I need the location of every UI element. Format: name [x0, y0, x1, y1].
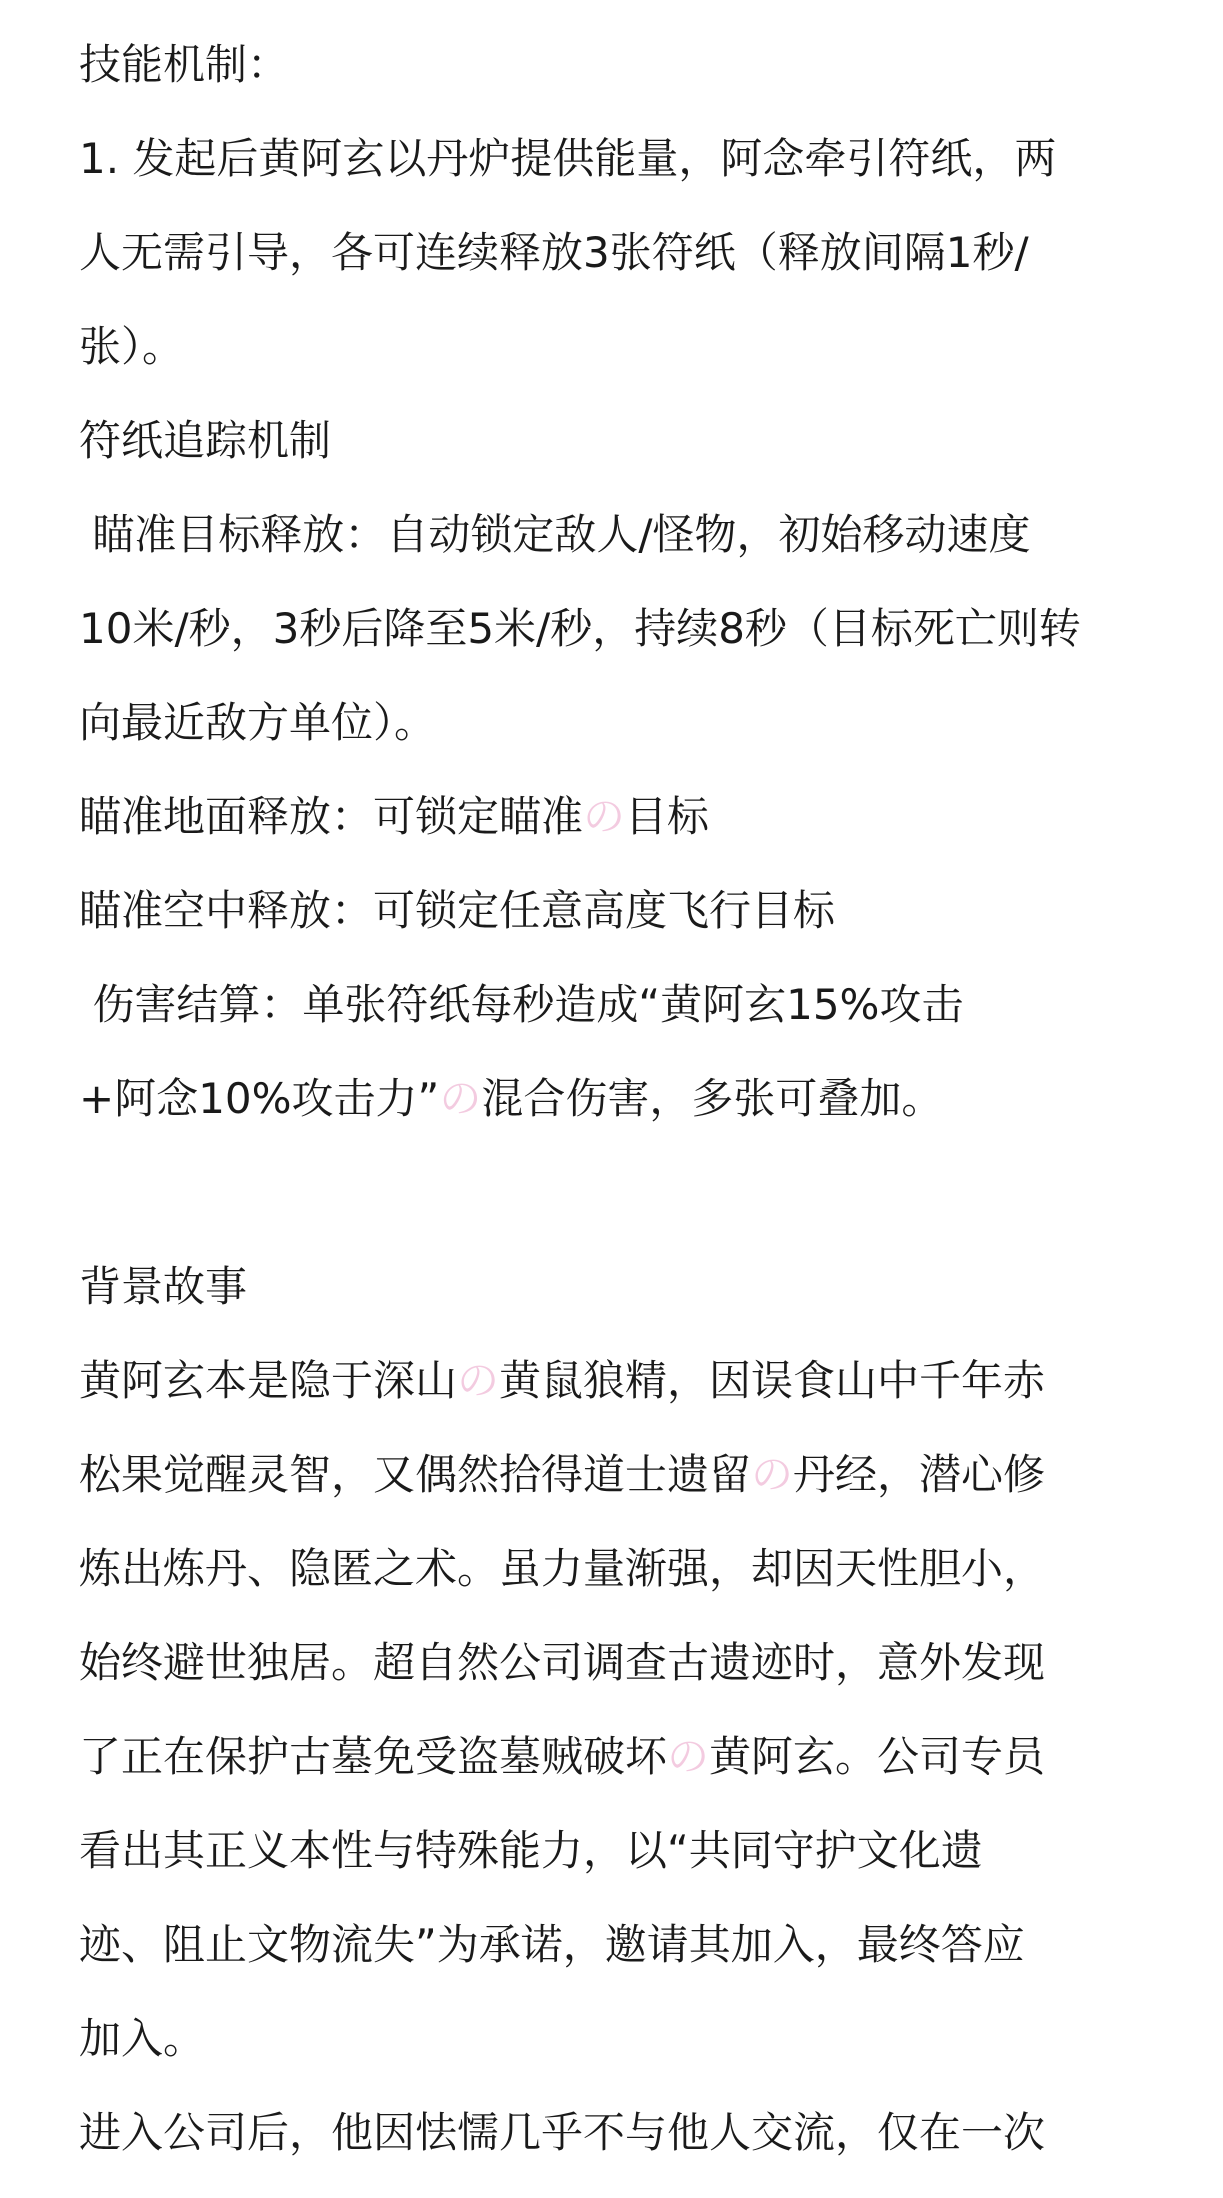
damage-text-a: +阿念10%攻击力”	[79, 1074, 440, 1123]
story-p1-line2	[79, 1446, 1159, 1540]
aim-target-line3: 向最近敌方单位）。	[79, 698, 437, 747]
story-text-b: 黄阿玄。公司专员	[709, 1732, 1046, 1781]
story-p1-line5	[79, 1728, 1159, 1822]
faint-no-glyph: の	[457, 1356, 500, 1405]
aim-ground-text-a: 瞄准地面释放：可锁定瞄准	[79, 792, 584, 841]
damage-line2	[79, 1070, 1159, 1164]
story-heading: 背景故事	[79, 1262, 248, 1311]
story-p1-line6: 看出其正义本性与特殊能力，以“共同守护文化遗	[79, 1826, 983, 1875]
story-text-a: 松果觉醒灵智，又偶然拾得道士遗留	[79, 1450, 752, 1499]
skill-item1-line2: 人无需引导，各可连续释放3张符纸（释放间隔1秒/	[79, 228, 1029, 277]
tracking-heading: 符纸追踪机制	[79, 416, 332, 465]
skill-heading: 技能机制：	[79, 40, 290, 89]
damage-line1: 伤害结算：单张符纸每秒造成“黄阿玄15%攻击	[79, 980, 964, 1029]
faint-no-glyph: の	[667, 1732, 710, 1781]
document-body	[79, 36, 1159, 2198]
story-p1-line7: 迹、阻止文物流失”为承诺，邀请其加入，最终答应	[79, 1920, 1025, 1969]
story-p1-line3: 炼出炼丹、隐匿之术。虽力量渐强，却因天性胆小，	[79, 1544, 1046, 1593]
story-text-b: 黄鼠狼精，因误食山中千年赤	[499, 1356, 1046, 1405]
aim-target-line1: 瞄准目标释放：自动锁定敌人/怪物，初始移动速度	[79, 510, 1031, 559]
damage-text-b: 混合伤害，多张可叠加。	[481, 1074, 944, 1123]
story-text-b: 丹经，潜心修	[793, 1450, 1046, 1499]
story-p2-line1: 进入公司后，他因怯懦几乎不与他人交流，仅在一次	[79, 2108, 1046, 2157]
aim-ground-text-b: 目标	[625, 792, 710, 841]
aim-air-line: 瞄准空中释放：可锁定任意高度飞行目标	[79, 886, 836, 935]
faint-no-glyph: の	[751, 1450, 794, 1499]
story-p1-line4: 始终避世独居。超自然公司调查古遗迹时，意外发现	[79, 1638, 1046, 1687]
faint-no-glyph: の	[583, 792, 626, 841]
faint-no-glyph: の	[439, 1074, 482, 1123]
skill-item1-line1: 1. 发起后黄阿玄以丹炉提供能量，阿念牵引符纸，两	[79, 134, 1057, 183]
section-gap	[79, 1164, 1159, 1258]
aim-target-line2: 10米/秒，3秒后降至5米/秒，持续8秒（目标死亡则转	[79, 604, 1081, 653]
aim-ground-line	[79, 788, 1159, 882]
story-p1-line1	[79, 1352, 1159, 1446]
story-text-a: 了正在保护古墓免受盗墓贼破坏	[79, 1732, 668, 1781]
skill-item1-line3: 张）。	[79, 322, 185, 371]
story-text-a: 黄阿玄本是隐于深山	[79, 1356, 458, 1405]
story-p1-line8: 加入。	[79, 2014, 206, 2063]
